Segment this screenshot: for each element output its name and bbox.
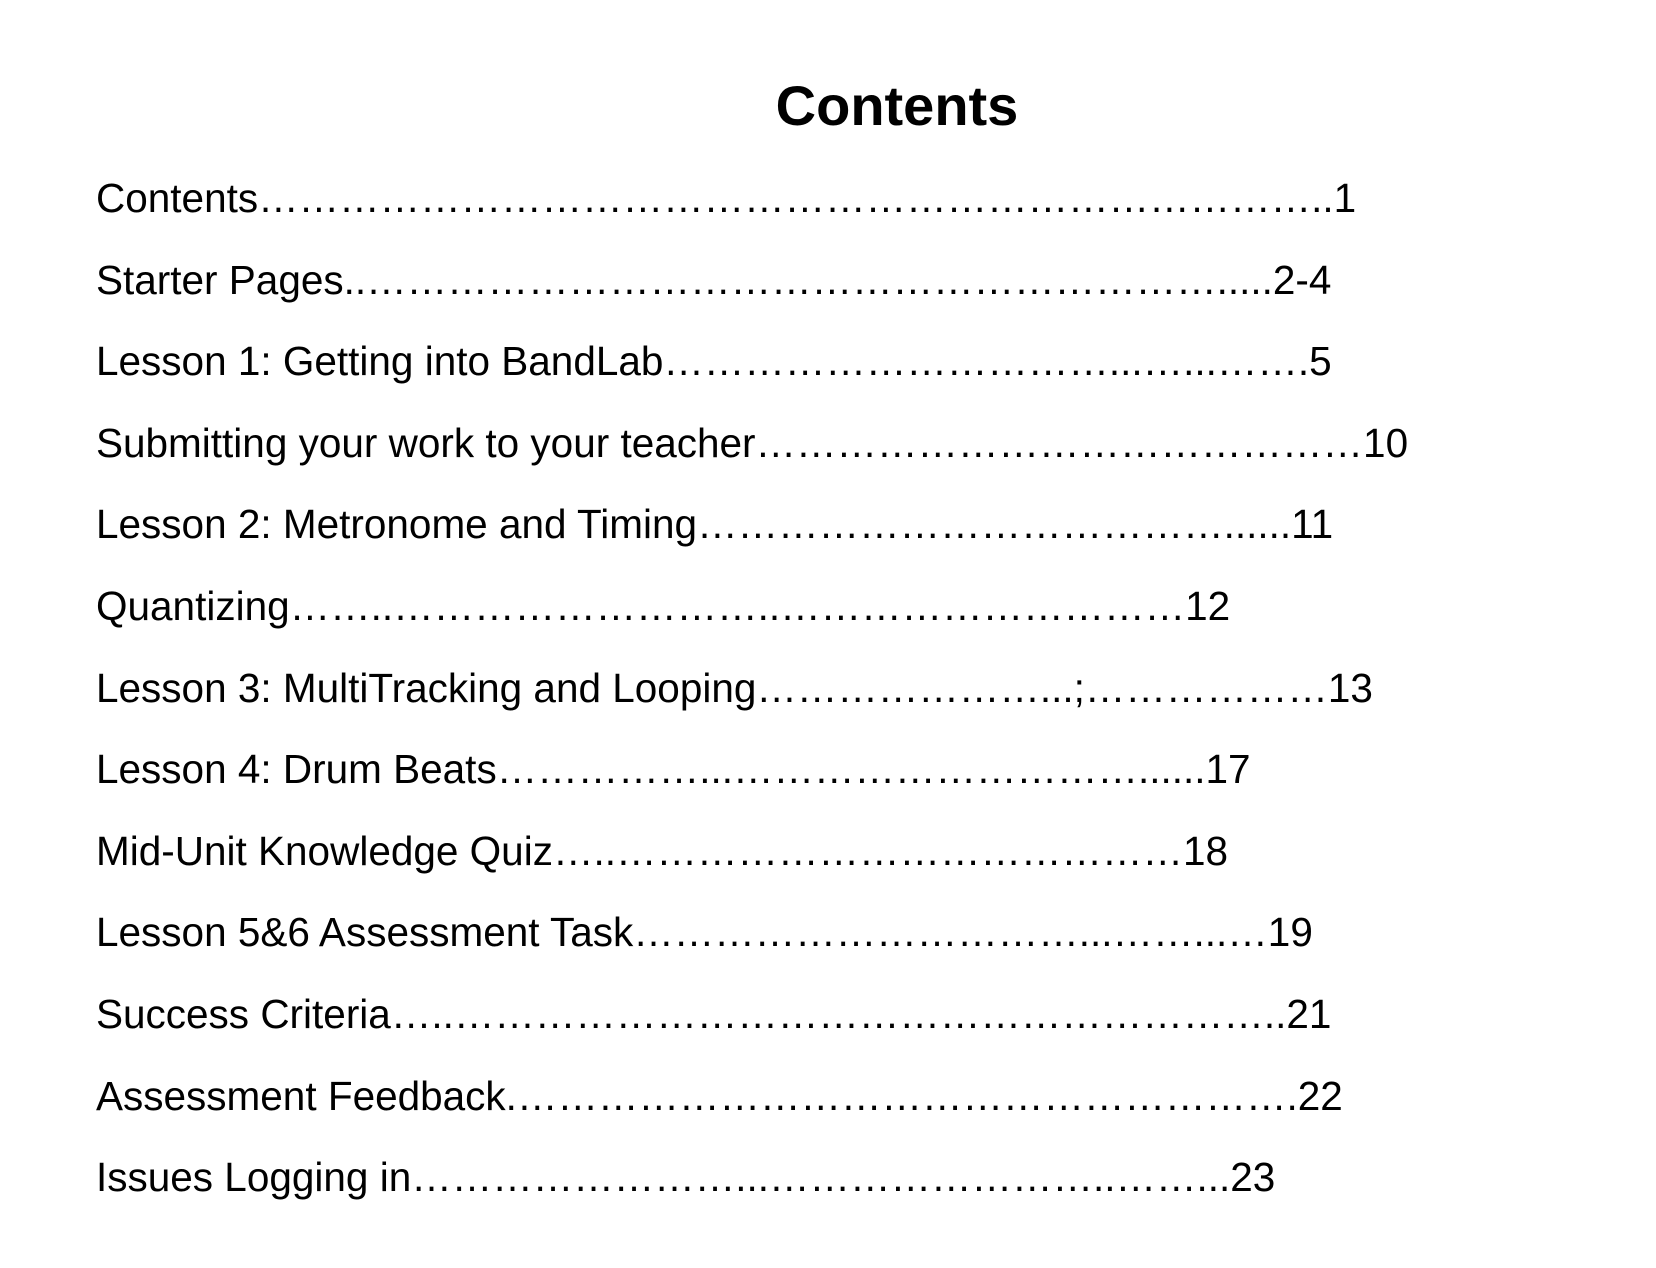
toc-entry-submitting-work: Submitting your work to your teacher………………………………………10 <box>96 419 1409 466</box>
toc-entry-issues-logging-in: Issues Logging in……………………...……………………..……...23 <box>96 1154 1276 1201</box>
toc-entry-mid-unit-quiz: Mid-Unit Knowledge Quiz…..……………………………………18 <box>96 827 1229 874</box>
toc-entry-success-criteria: Success Criteria…..……………………………………………………..21 <box>96 990 1332 1037</box>
toc-entry-lesson-4: Lesson 4: Drum Beats……………...…………………………......17 <box>96 746 1251 793</box>
toc-entry-quantizing: Quantizing……..………………………..…………………………12 <box>96 582 1231 629</box>
toc-entry-lesson-1: Lesson 1: Getting into BandLab……………………………...…...…….5 <box>96 338 1332 385</box>
toc-entry-lesson-5-6: Lesson 5&6 Assessment Task……………………………...……...…19 <box>96 909 1313 956</box>
toc-entry-starter-pages: Starter Pages..……………………………………………………….....2-4 <box>96 256 1332 303</box>
table-of-contents <box>96 170 1516 1231</box>
toc-entry-assessment-feedback: Assessment Feedback.………………………………………………….22 <box>96 1072 1343 1119</box>
toc-entry-lesson-2: Lesson 2: Metronome and Timing…………………………………......11 <box>96 501 1334 548</box>
toc-entry-contents: Contents……………………………………………………………………..1 <box>96 175 1357 221</box>
toc-entry-lesson-3: Lesson 3: MultiTracking and Looping…………………...;………………13 <box>96 664 1373 711</box>
page-title: Contents <box>775 74 1019 137</box>
